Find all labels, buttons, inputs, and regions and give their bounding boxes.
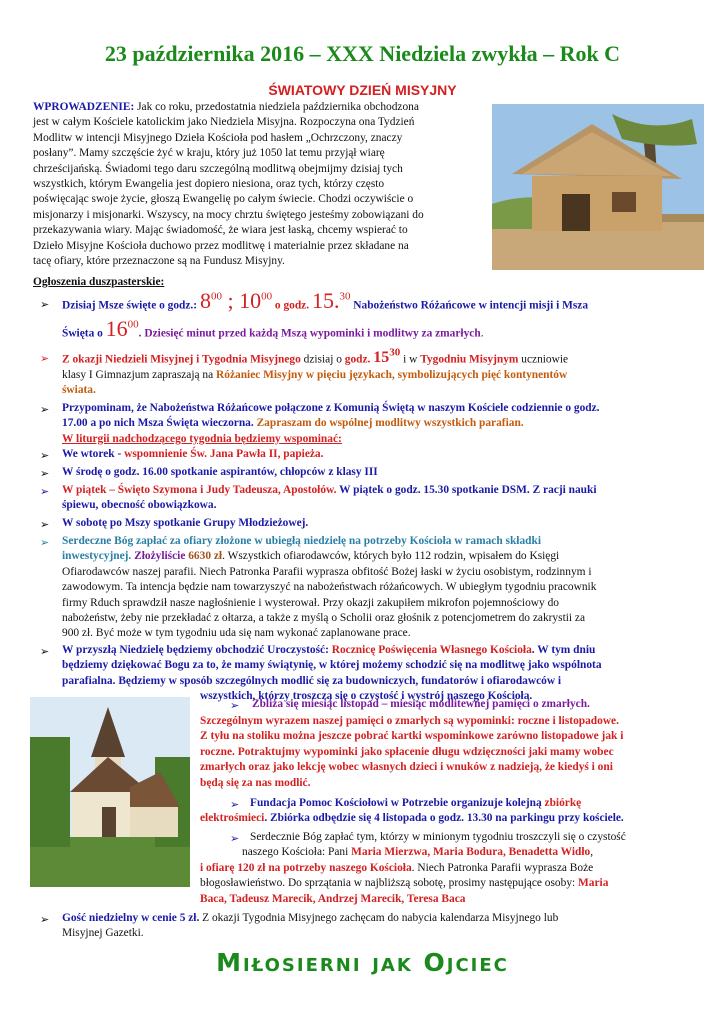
intro-paragraph: WPROWADZENIE: Jak co roku, przedostatnia niedziela października obchodzona jest w całym Kościele katolickim jako Niedziela Misyjna. Rozpoczyna ona Tydzień Modlitw w intencji Misyjnego Dzieła Kościoła pod hasłem „Ochrzczony, znaczy posłany”. Mamy szczęście żyć w kraju, który już 1050 lat temu przyjął wiarę chrześcijańską. Świadomi tego daru szczególną modlitwą obejmijmy dzisiaj tych wszystkich, którym Ewangelia jest dopiero niesiona, oraz tych, którzy często poświęcając swoje życie, głoszą Ewangelię po całym świecie. Chodzi oczywiście o misjonarzy i misjonarki. Wszyscy, na mocy chrztu świętego jesteśmy zobowiązani do przekazywania wiary. Mając świadomość, że wiara jest łaską, chcemy wspierać to Dzieło Misyjne Kościoła duchowo przez modlitwę i materialnie przez składane na tacę ofiary, które przeznaczone są na Fundusz Misyjny. xyxy=(33,101,424,268)
announcement-november: Zbliża się miesiąc listopad – miesiąc modlitewnej pamięci o zmarłych. xyxy=(252,698,590,710)
announcement-wednesday: W środę o godz. 16.00 spotkanie aspirantów, chłopców z klasy III xyxy=(62,466,378,478)
announcement-november-body: Szczególnym wyrazem naszej pamięci o zmarłych są wypominki: roczne i listopadowe. Z tyłu na stoliku można jeszcze pobrać kartki wspominkowe zarówno listopadowe jak i roczne. Potraktujmy wypominki jako spłacenie długu wdzięczności jaki mamy wobec zmarłych oraz jako lekcję wobec własnych dzieci i wnuków z nadzieją, że kiedyś i oni będą się za nas modlić. xyxy=(200,715,624,789)
arrow-bullet-icon: ➢ xyxy=(40,914,50,926)
page-title: 23 października 2016 – XXX Niedziela zwykła – Rok C xyxy=(104,41,621,66)
announcement-saturday: W sobotę po Mszy spotkanie Grupy Młodzieżowej. xyxy=(62,517,309,529)
arrow-bullet-icon: ➢ xyxy=(230,799,240,811)
announcement-anniversary: W przyszłą Niedzielę będziemy obchodzić Uroczystość: Rocznicę Poświęcenia Własnego Kościoła. W tym dniu będziemy dziękować Bogu za to, że mamy świątynię, w której możemy schodzić się na modlitwę jako wspólnota parafialna. Będziemy w sposób szczególnych modlić się za budowniczych, fundatorów i ofiarodawców i wszystkich, którzy troszczą się o czystość i wystrój naszego Kościoła. xyxy=(62,644,602,703)
announcements-heading: Ogłoszenia duszpasterskie: xyxy=(33,276,165,288)
announcement-offerings: Serdeczne Bóg zapłać za ofiary złożone w ubiegłą niedzielę na potrzeby Kościoła w ramach składki inwestycyjnej. Złożyliście 6630 zł. Wszystkich ofiarodawców, których było 112 rodzin, wpisałem do Księgi Ofiarodawców naszej parafii. Niech Patronka Parafii wyprasza obfitość Bożej łaski w życiu osobistym, rodzinnym i zawodowym. Ta intencja będzie nam towarzyszyć na nabożeństwach różańcowych. W ubiegłym tygodniu pracownik firmy Rduch sprawdził nasze nagłośnienie i wysterował. Przy okazji zakupiłem mikrofon pojemnościowy do nabożeństw, żeby nie przekładać z ołtarza, a także z myślą o Scholii oraz głośnik z potencjometrem do zakrystii za 900 zł. Być może w tym tygodniu uda się nam wykonać zaplanowane prace. xyxy=(62,535,597,640)
announcement-mission-rosary: Z okazji Niedzieli Misyjnej i Tygodnia Misyjnego dzisiaj o godz. $15^{30}$ i w Tygodniu Misyjnym uczniowie klasy I Gimnazjum zapraszają na Różaniec Misyjny w pięciu językach, symbolizujących pięć kontynentów świata. xyxy=(62,347,569,397)
arrow-bullet-icon: ➢ xyxy=(40,537,50,549)
announcement-guest-magazine: Gość niedzielny w cenie 5 zł. Z okazji Tygodnia Misyjnego zachęcam do nabycia kalendarza Misyjnego lub Misyjnej Gazetki. xyxy=(62,912,559,940)
announcement-ewaste: Fundacja Pomoc Kościołowi w Potrzebie organizuje kolejną zbiórkę elektrośmieci. Zbiórka odbędzie się 4 listopada o godz. 13.30 na parkingu przy kościele. xyxy=(200,797,624,825)
arrow-bullet-icon: ➢ xyxy=(40,486,50,498)
arrow-bullet-icon: ➢ xyxy=(230,833,240,845)
motto: Miłosierni jak Ojciec xyxy=(216,948,509,977)
arrow-bullet-icon: ➢ xyxy=(40,519,50,531)
arrow-bullet-icon: ➢ xyxy=(40,646,50,658)
announcement-masses-cont: Święta o $16^{00}$. Dziesięć minut przed każdą Mszą wypominki i modlitwy za zmarłych. xyxy=(62,316,484,342)
announcement-tuesday: We wtorek - wspomnienie Św. Jana Pawła II, papieża. xyxy=(62,448,324,460)
announcement-friday: W piątek – Święto Szymona i Judy Tadeusza, Apostołów. W piątek o godz. 15.30 spotkanie DSM. Z racji nauki śpiewu, obecność obowiązkowa. xyxy=(62,484,597,512)
arrow-bullet-icon: ➢ xyxy=(40,450,50,462)
hut-photo xyxy=(492,104,704,270)
arrow-bullet-icon: ➢ xyxy=(40,299,50,311)
arrow-bullet-icon: ➢ xyxy=(40,353,50,365)
arrow-bullet-icon: ➢ xyxy=(40,468,50,480)
church-photo xyxy=(30,697,190,887)
page-subtitle: ŚWIATOWY DZIEŃ MISYJNY xyxy=(268,82,457,98)
announcement-masses: Dzisiaj Msze święte o godz.: $8^{00}$ ; $10^{00}$ o godz. 15.30 Nabożeństwo Różańcowe w intencji misji i Msza xyxy=(62,288,589,314)
arrow-bullet-icon: ➢ xyxy=(230,700,240,712)
announcement-cleaning: Serdecznie Bóg zapłać tym, którzy w minionym tygodniu troszczyli się o czystość naszego Kościoła: Pani Maria Mierzwa, Maria Bodura, Benadetta Widło, i ofiarę 120 zł na potrzeby naszego Kościoła. Niech Patronka Parafii wyprasza Boże błogosławieństwo. Do sprzątania w najbliższą sobotę, prosimy następujące osoby: Maria Baca, Tadeusz Marecik, Andrzej Marecik, Teresa Baca xyxy=(200,831,626,905)
arrow-bullet-icon: ➢ xyxy=(40,404,50,416)
announcement-rosary-daily: Przypominam, że Nabożeństwa Różańcowe połączone z Komunią Świętą w naszym Kościele codziennie o godz. 17.00 a po nich Msza Święta wieczorna. Zapraszam do wspólnej modlitwy wszystkich parafian. W liturgii nadchodzącego tygodnia będziemy wspominać: xyxy=(62,402,600,445)
intro-lead: WPROWADZENIE: xyxy=(33,101,135,113)
